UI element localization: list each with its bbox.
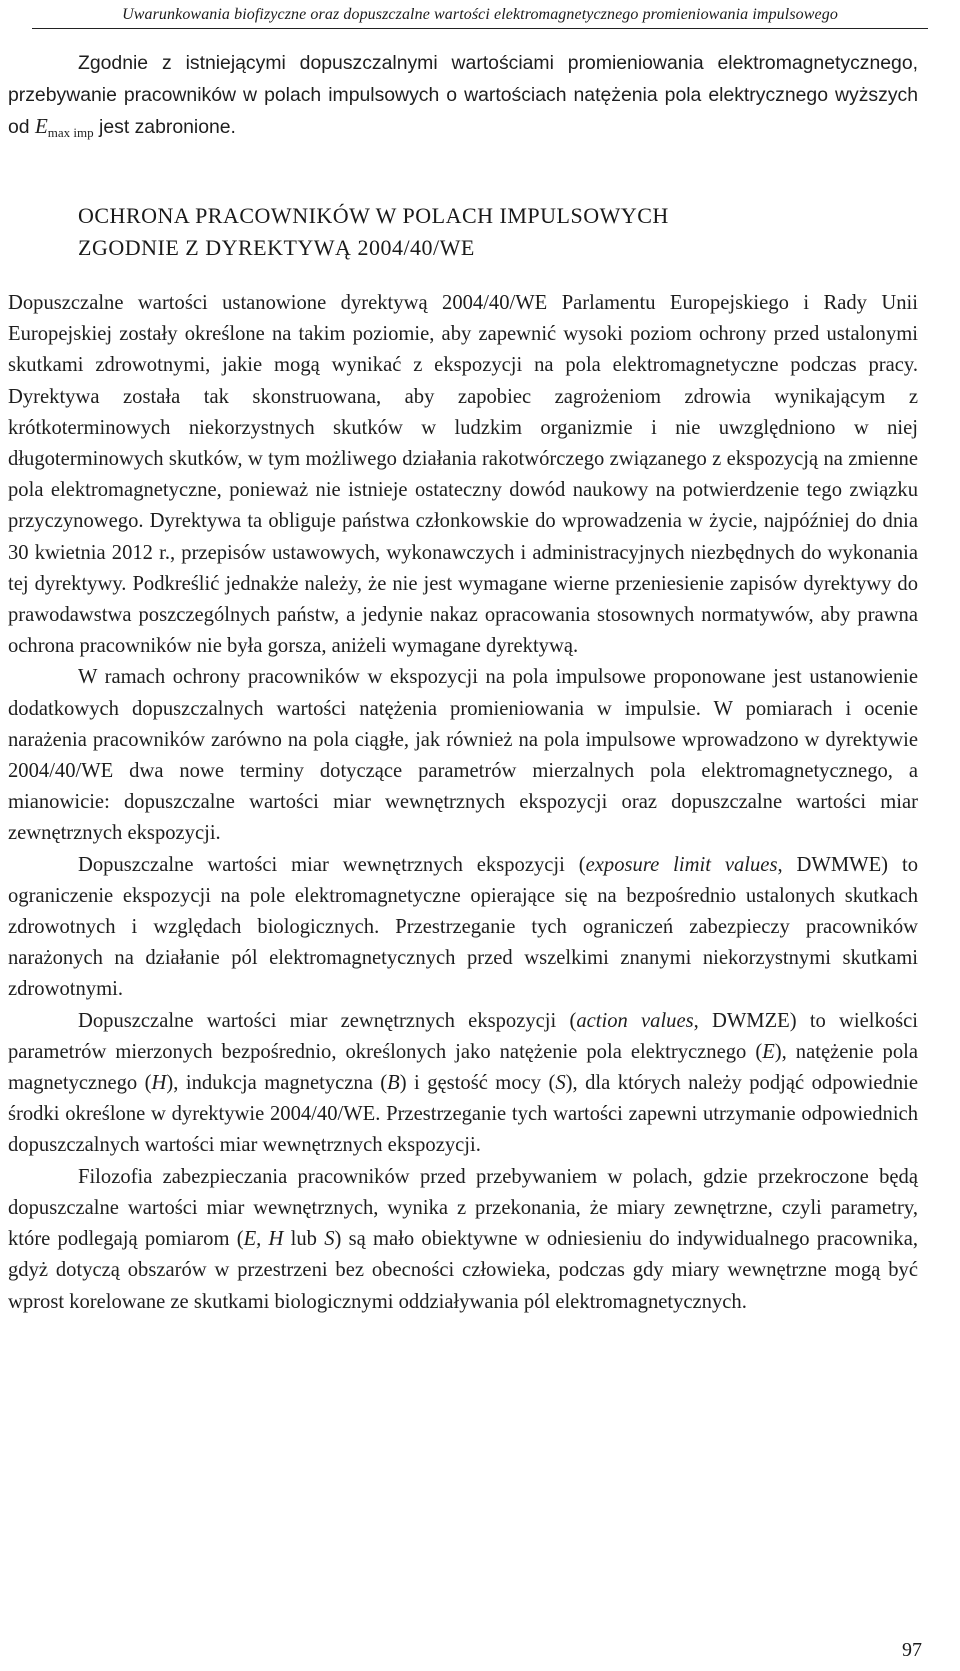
body-text xyxy=(8,278,918,1318)
page-number: 97 xyxy=(902,1639,922,1661)
section-heading-line-1: OCHRONA PRACOWNIKÓW W POLACH IMPULSOWYCH xyxy=(78,203,669,228)
symbols-e-h: E, H xyxy=(243,1228,284,1251)
paragraph-4-part-e: ) i gęstość mocy ( xyxy=(399,1072,556,1095)
symbol-e-max-imp: E xyxy=(34,114,48,138)
intro-text-after: jest zabronione. xyxy=(93,116,236,138)
section-heading xyxy=(78,200,878,264)
paragraph-4-part-c: ), natężenie pola magnetycznego ( xyxy=(8,1040,918,1095)
paragraph-5 xyxy=(8,1162,918,1318)
paragraph-4-part-d: ), indukcja magnetyczna ( xyxy=(166,1072,388,1095)
symbol-h: H xyxy=(151,1072,167,1095)
term-action-values: action values xyxy=(576,1009,694,1032)
symbol-s-2: S xyxy=(324,1228,335,1251)
paragraph-4-part-b: , DWMZE) to wielkości parametrów mierzonych bezpośrednio, określonych jako natężenie pola elektrycznego ( xyxy=(8,1009,918,1063)
paragraph-4 xyxy=(8,1006,918,1162)
term-exposure-limit-values: exposure limit values xyxy=(585,853,778,876)
running-title: Uwarunkowania biofizyczne oraz dopuszczalne wartości elektromagnetycznego promieniowania impulsowego xyxy=(122,6,838,23)
symbol-b: B xyxy=(387,1072,400,1095)
symbol-subscript: max imp xyxy=(47,125,94,140)
symbol-s: S xyxy=(555,1072,566,1095)
running-header xyxy=(32,4,928,29)
paragraph-2: W ramach ochrony pracowników w ekspozycji na pola impulsowe proponowane jest ustanowienie dodatkowych dopuszczalnych wartości natężenia promieniowania w impulsie. W pomiarach i ocenie narażenia pracowników zarówno na pola ciągłe, jak również na pola impulsowe wprowadzono w dyrektywie 2004/40/WE dwa nowe terminy dotyczące parametrów mierzalnych pola elektromagnetycznego, a mianowicie: dopuszczalne wartości miar wewnętrznych ekspozycji oraz dopuszczalne wartości miar zewnętrznych ekspozycji. xyxy=(8,666,918,845)
paragraph-3-part-b: , DWMWE) to ograniczenie ekspozycji na pole elektromagnetyczne opierające się na bezpośrednio ustalonych skutkach zdrowotnych i względach biologicznych. Przestrzeganie tych ograniczeń zabezpieczy pracowników narażonych na działanie pól elektromagnetycznych przed wszelkimi znanymi niekorzystnymi skutkami zdrowotnymi. xyxy=(8,853,918,1001)
paragraph-5-lub: lub xyxy=(283,1228,325,1251)
paragraph-4-part-a: Dopuszczalne wartości miar zewnętrznych ekspozycji ( xyxy=(78,1009,577,1032)
paragraph-5-part-a: Filozofia zabezpieczania pracowników przed przebywaniem w polach, gdzie przekroczone będą dopuszczalne wartości miar wewnętrznych, wynika z przekonania, że miary zewnętrzne, czyli parametry, które podlegają pomiarom ( xyxy=(8,1165,918,1251)
paragraph-3 xyxy=(8,850,918,1006)
paragraph-5-part-b: ) są mało obiektywne w odniesieniu do indywidualnego pracownika, gdyż dotyczą obszarów w przestrzeni bez obecności człowieka, podczas gdy miary wewnętrzne mogą być wprost korelowane ze skutkami biologicznymi oddziaływania pól elektromagnetycznych. xyxy=(8,1228,918,1313)
paragraph-3-part-a: Dopuszczalne wartości miar wewnętrznych ekspozycji ( xyxy=(78,853,586,876)
intro-block xyxy=(8,48,918,149)
section-heading-line-2: ZGODNIE Z DYREKTYWĄ 2004/40/WE xyxy=(78,235,475,260)
paragraph-4-part-f: ), dla których należy podjąć odpowiednie środki określone w dyrektywie 2004/40/WE. Przestrzeganie tych wartości zapewni utrzymanie odpowiednich dopuszczalnych wartości miar wewnętrznych ekspozycji. xyxy=(8,1072,918,1157)
symbol-e: E xyxy=(762,1040,775,1063)
intro-paragraph xyxy=(8,48,918,149)
paragraph-1: Dopuszczalne wartości ustanowione dyrektywą 2004/40/WE Parlamentu Europejskiego i Rady Unii Europejskiej zostały określone na takim poziomie, aby zapewnić wysoki poziom ochrony przed ustalonymi skutkami zdrowotnymi, jakie mogą wynikać z ekspozycji na pola elektromagnetyczne podczas pracy. Dyrektywa została tak skonstruowana, aby zapobiec zagrożeniom zdrowia wynikającym z krótkoterminowych niekorzystnych skutków w ludzkim organizmie i nie uwzględniono w niej długoterminowych skutków, w tym możliwego działania rakotwórczego związanego z ekspozycją na zmienne pola elektromagnetyczne, ponieważ nie istnieje ostateczny dowód naukowy na potwierdzenie tego związku przyczynowego. Dyrektywa ta obliguje państwa członkowskie do wprowadzenia w życie, najpóźniej do dnia 30 kwietnia 2012 r., przepisów ustawowych, wykonawczych i administracyjnych niezbędnych do wykonania tej dyrektywy. Podkreślić jednakże należy, że nie jest wymagane wierne przeniesienie zapisów dyrektywy do prawodawstwa poszczególnych państw, a jedynie nakaz opracowania stosownych normatywów, aby prawna ochrona pracowników nie była gorsza, aniżeli wymagane dyrektywą. xyxy=(8,292,918,658)
intro-text-before: Zgodnie z istniejącymi dopuszczalnymi wartościami promieniowania elektromagnetycznego, przebywanie pracowników w polach impulsowych o wartościach natężenia pola elektrycznego wyższych od xyxy=(8,52,918,138)
